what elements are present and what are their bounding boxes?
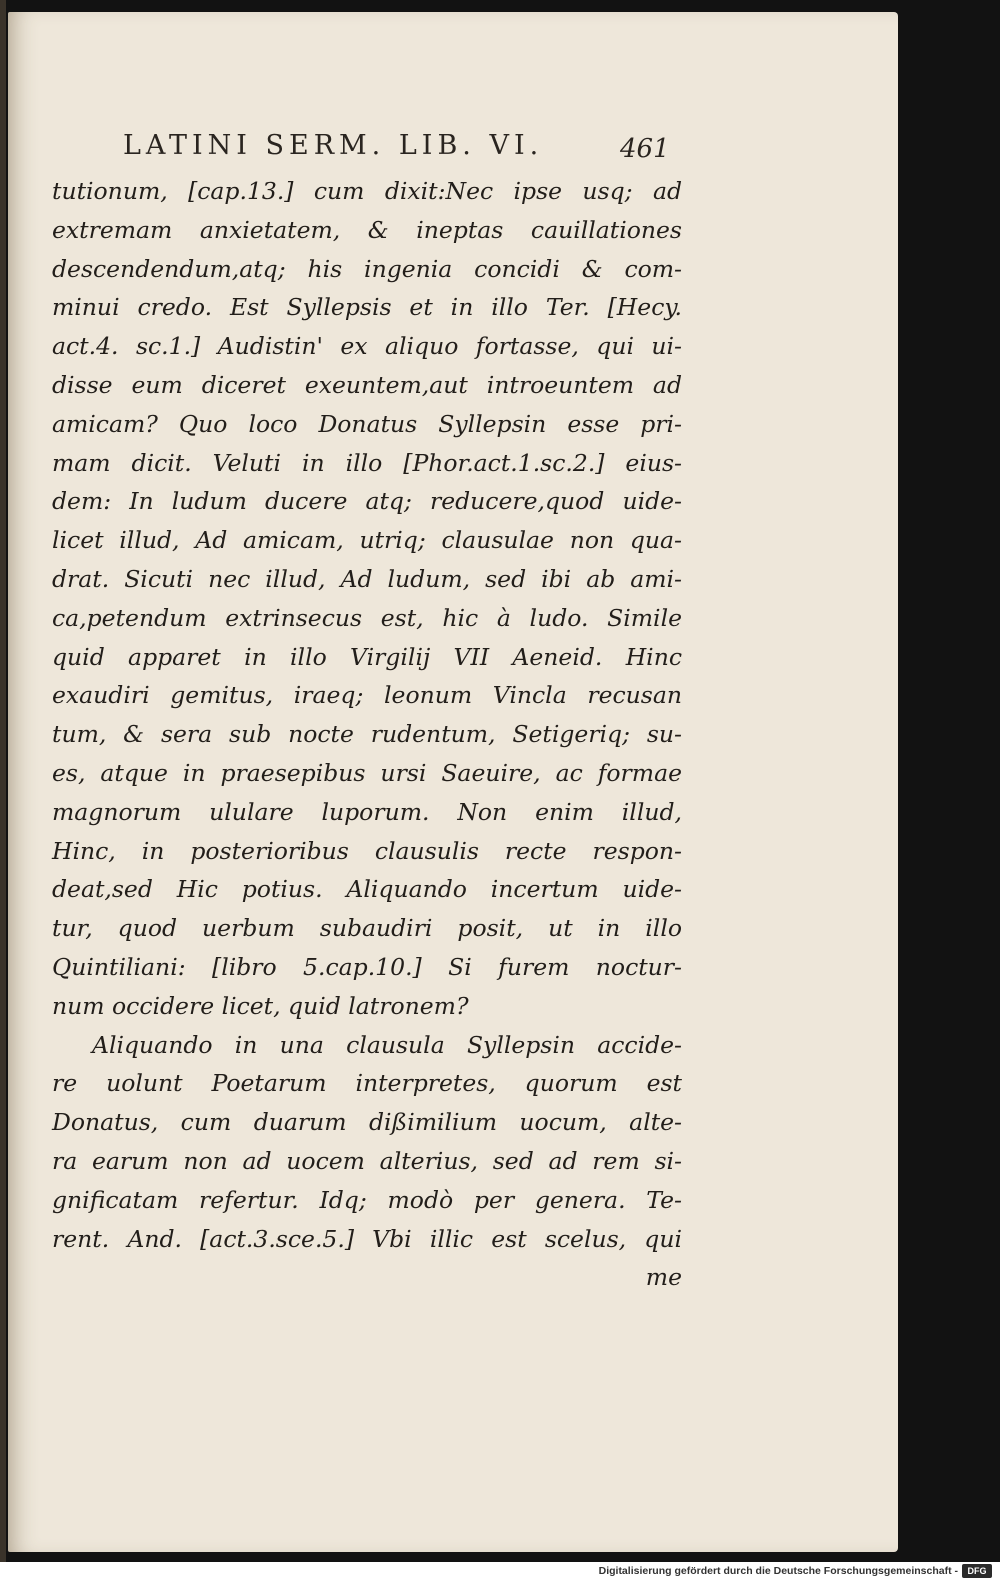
running-head: LATINI SERM. LIB. VI. bbox=[123, 130, 544, 161]
text-line: minui credo. Est Syllepsis et in illo Ter. [Hecy. bbox=[52, 293, 682, 322]
text-line: drat. Sicuti nec illud, Ad ludum, sed ibi ab ami- bbox=[52, 564, 682, 593]
text-line: re uolunt Poetarum interpretes, quorum est bbox=[52, 1069, 682, 1098]
text-line: Quintiliani: [libro 5.cap.10.] Si furem noctur- bbox=[52, 952, 682, 981]
text-line: dem: In ludum ducere atq; reducere,quod uide- bbox=[52, 487, 682, 516]
text-line: extremam anxietatem, & ineptas cauillationes bbox=[52, 215, 682, 244]
text-line: tum, & sera sub nocte rudentum, Setigeriq; su- bbox=[52, 720, 682, 749]
text-line: quid apparet in illo Virgilij VII Aeneid. Hinc bbox=[52, 642, 682, 671]
page-number: 461 bbox=[620, 134, 670, 164]
text-line: ca,petendum extrinsecus est, hic à ludo. Simile bbox=[52, 603, 682, 632]
text-line: es, atque in praesepibus ursi Saeuire, ac formae bbox=[52, 758, 682, 787]
text-line: gnificatam refertur. Idq; modò per genera. Te- bbox=[52, 1185, 682, 1214]
text-line: act.4. sc.1.] Audistin' ex aliquo fortasse, qui ui- bbox=[52, 332, 682, 361]
text-line: deat,sed Hic potius. Aliquando incertum uide- bbox=[52, 875, 682, 904]
funding-credit: Digitalisierung gefördert durch die Deutsche Forschungsgemeinschaft - bbox=[598, 1565, 958, 1577]
body-text bbox=[52, 172, 682, 1297]
text-line: Aliquando in una clausula Syllepsin accide- bbox=[92, 1030, 682, 1059]
text-line: ra earum non ad uocem alterius, sed ad rem si- bbox=[52, 1146, 682, 1175]
text-line: tutionum, [cap.13.] cum dixit:Nec ipse usq; ad bbox=[52, 177, 682, 205]
text-line: tur, quod uerbum subaudiri posit, ut in illo bbox=[52, 914, 682, 943]
text-line: rent. And. [act.3.sce.5.] Vbi illic est scelus, qui bbox=[52, 1224, 682, 1253]
text-line: Donatus, cum duarum dißimilium uocum, alte- bbox=[52, 1108, 682, 1137]
text-line: exaudiri gemitus, iraeq; leonum Vincla recusan bbox=[52, 681, 682, 710]
text-line: mam dicit. Veluti in illo [Phor.act.1.sc.2.] eius- bbox=[52, 448, 682, 477]
text-line: amicam? Quo loco Donatus Syllepsin esse pri- bbox=[52, 409, 682, 438]
text-line: disse eum diceret exeuntem,aut introeuntem ad bbox=[52, 370, 682, 399]
book-binding-edge bbox=[0, 0, 6, 1562]
text-line: Hinc, in posterioribus clausulis recte respon- bbox=[52, 836, 682, 865]
book-page bbox=[8, 12, 898, 1552]
catchword: me bbox=[645, 1263, 682, 1292]
text-line: num occidere licet, quid latronem? bbox=[52, 991, 469, 1020]
text-line: descendendum,atq; his ingenia concidi & com- bbox=[52, 254, 682, 283]
text-line: magnorum ululare luporum. Non enim illud, bbox=[52, 797, 682, 826]
dfg-logo: DFG bbox=[962, 1564, 992, 1578]
text-line: licet illud, Ad amicam, utriq; clausulae non qua- bbox=[52, 526, 682, 555]
